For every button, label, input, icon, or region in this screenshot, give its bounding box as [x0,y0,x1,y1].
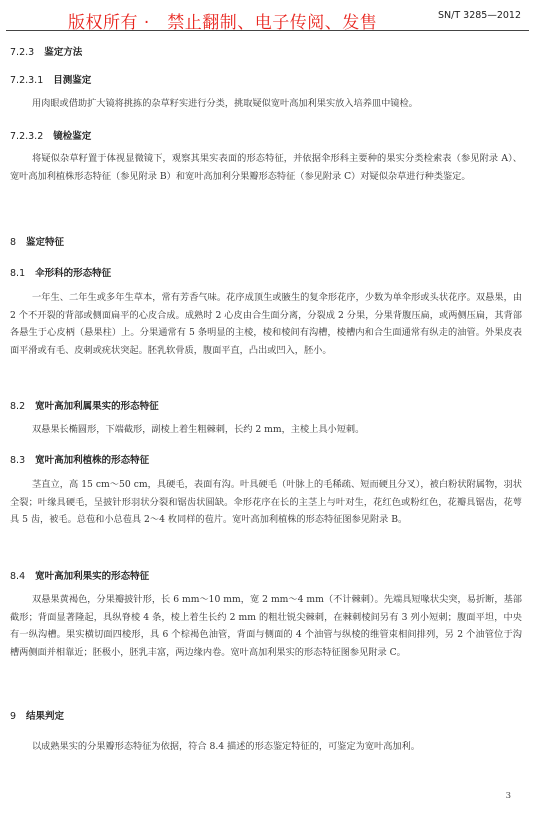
heading-7-2-3-2 [10,128,91,142]
heading-9 [10,708,64,722]
heading-number: 7.2.3.1 [10,75,44,86]
paragraph-8-3: 茎直立，高 15 cm～50 cm，具硬毛，表面有沟。叶具硬毛（叶脉上的毛稀疏、短而硬且分叉），被白粉状附属物，羽状全裂；叶缘具硬毛，呈披针形羽状分裂和锯齿状圆缺。伞形花序在长的主茎上与叶对生，花红色或粉红色，花瓣具锯齿，花萼具 5 齿，被毛。总苞和小总苞具 2～4 枚同样的苞片。宽叶高加利植株的形态特征图参见附录 B。 [10,479,522,525]
heading-title: 鉴定特征 [26,237,65,248]
heading-number: 8.4 [10,571,26,582]
page-number: 3 [505,791,511,801]
heading-number: 8.1 [10,268,26,279]
heading-number: 8.2 [10,401,26,412]
heading-title: 目测鉴定 [53,75,92,86]
heading-8 [10,234,64,248]
heading-number: 8.3 [10,455,26,466]
heading-number: 8 [10,237,17,248]
copyright-watermark: 版权所有 · 禁止翻制、电子传阅、发售 [68,13,378,33]
paragraph-7-2-3-2: 将疑似杂草籽置于体视显微镜下，观察其果实表面的形态特征，并依据伞形科主要种的果实分类检索表（参见附录 A）、宽叶高加利植株形态特征（参见附录 B）和宽叶高加利分果瓣形态特征（参见附录 C）对疑似杂草进行种类鉴定。 [10,153,522,182]
heading-8-3 [10,452,149,466]
heading-title: 宽叶高加利果实的形态特征 [35,571,150,582]
heading-7-2-3 [10,44,82,58]
heading-title: 鉴定方法 [44,47,83,58]
paragraph-9: 以成熟果实的分果瓣形态特征为依据，符合 8.4 描述的形态鉴定特征的，可鉴定为宽叶高加利。 [32,741,420,752]
standard-code: SN/T 3285—2012 [437,10,521,21]
paragraph-8-1: 一年生、二年生或多年生草本，常有芳香气味。花序成顶生或腋生的复伞形花序，少数为单伞形或头状花序。双悬果，由 2 个不开裂的背部或侧面扁平的心皮合成。成熟时 2 心皮由合生面分离，分裂成 2 分果，分果背腹压扁，或两侧压扁，其背部各悬生于心皮柄（悬果柱）上。分果通常有 5 条明显的主棱，棱和棱间有沟槽，棱槽内和合生面通常有纵走的油管。外果皮表面平滑或有毛、皮刺或疣状突起。胚乳软骨质，腹面平直，凸出或凹入，胚小。 [10,292,522,356]
heading-title: 宽叶高加利属果实的形态特征 [35,401,159,412]
heading-title: 伞形科的形态特征 [35,268,112,279]
heading-title: 镜检鉴定 [53,131,92,142]
heading-title: 宽叶高加利植株的形态特征 [35,455,150,466]
heading-8-4 [10,568,149,582]
heading-number: 7.2.3.2 [10,131,44,142]
paragraph-8-2: 双悬果长椭圆形，下端截形，副棱上着生粗棘刺，长约 2 mm，主棱上具小短刺。 [32,424,365,435]
heading-title: 结果判定 [26,711,65,722]
paragraph-8-4: 双悬果黄褐色，分果瓣披针形，长 6 mm～10 mm，宽 2 mm～4 mm（不计棘刺）。先端具短喙状尖突，易折断，基部截形；背面显著隆起，具纵脊棱 4 条，棱上着生长约 2 mm 的粗壮锐尖棘刺，在棘刺棱间另有 3 列小短刺；腹面平坦，中央有一纵沟槽。果实横切面四棱形，具 6 个棕褐色油管，背面与侧面的 4 个油管与纵棱的维管束相间排列，另 2 个油管位于沟槽两侧面并相靠近；胚极小，胚乳丰富，两边缘内卷。宽叶高加利果实的形态特征图参见附录 C。 [10,594,522,658]
heading-number: 9 [10,711,17,722]
heading-8-1 [10,265,111,279]
heading-7-2-3-1 [10,72,91,86]
heading-8-2 [10,398,159,412]
header-rule [6,30,529,31]
paragraph-7-2-3-1: 用肉眼或借助扩大镜将挑拣的杂草籽实进行分类，挑取疑似宽叶高加利果实放入培养皿中镜检。 [32,98,418,109]
heading-number: 7.2.3 [10,47,35,58]
